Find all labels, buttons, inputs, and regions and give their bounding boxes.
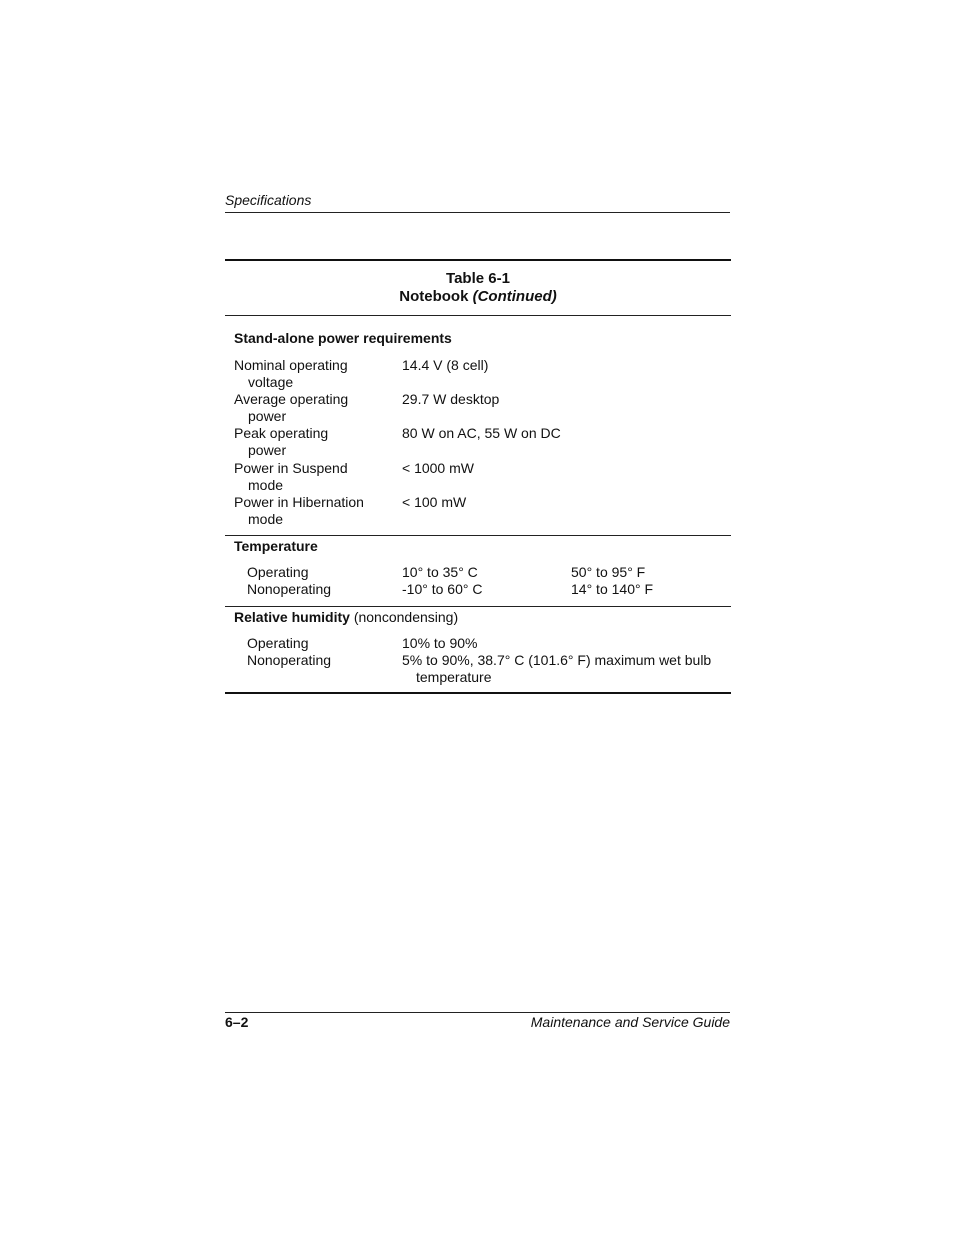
spec-table	[225, 259, 731, 694]
row-celsius: -10° to 60° C	[402, 581, 483, 597]
row-label: Power in Suspend	[234, 460, 348, 476]
humidity-title-main: Relative humidity	[234, 609, 350, 625]
row-label: Nominal operating	[234, 357, 348, 373]
power-section	[225, 316, 731, 535]
row-value: 29.7 W desktop	[402, 391, 500, 407]
header-rule	[225, 212, 730, 213]
humidity-section-title	[225, 609, 458, 626]
footer-rule	[225, 1012, 730, 1013]
row-label-cont: voltage	[248, 374, 294, 390]
temperature-section-title: Temperature	[234, 538, 318, 554]
table-title-continued: (Continued)	[472, 288, 557, 305]
guide-title: Maintenance and Service Guide	[530, 1014, 730, 1030]
table-bottom-rule	[225, 692, 731, 694]
row-value: 80 W on AC, 55 W on DC	[402, 425, 561, 441]
row-label-cont: power	[248, 442, 287, 458]
row-label: Peak operating	[234, 425, 329, 441]
row-celsius: 10° to 35° C	[402, 564, 478, 580]
temperature-section	[225, 536, 731, 606]
row-label: Power in Hibernation	[234, 494, 364, 510]
table-number: Table 6-1	[446, 270, 510, 287]
table-caption	[225, 261, 731, 315]
row-label: Nonoperating	[247, 652, 332, 668]
row-value: 14.4 V (8 cell)	[402, 357, 489, 373]
row-fahrenheit: 50° to 95° F	[571, 564, 646, 580]
row-value: 10% to 90%	[402, 635, 478, 651]
table-title-main: Notebook	[399, 288, 469, 305]
humidity-title-note: (noncondensing)	[353, 609, 459, 625]
row-value-cont: temperature	[416, 669, 492, 685]
row-label: Operating	[247, 564, 309, 580]
row-label: Average operating	[234, 391, 349, 407]
humidity-section	[225, 607, 731, 692]
row-fahrenheit: 14° to 140° F	[571, 581, 654, 597]
row-label-cont: mode	[248, 511, 284, 527]
row-value: 5% to 90%, 38.7° C (101.6° F) maximum wet bulb	[402, 652, 712, 668]
page-number: 6–2	[225, 1014, 249, 1030]
row-label: Nonoperating	[247, 581, 332, 597]
table-title	[225, 288, 731, 306]
power-section-title: Stand-alone power requirements	[234, 330, 452, 346]
row-label-cont: mode	[248, 477, 284, 493]
row-value: < 100 mW	[402, 494, 467, 510]
row-value: < 1000 mW	[402, 460, 474, 476]
row-label-cont: power	[248, 408, 287, 424]
running-header: Specifications	[225, 192, 312, 208]
row-label: Operating	[247, 635, 309, 651]
